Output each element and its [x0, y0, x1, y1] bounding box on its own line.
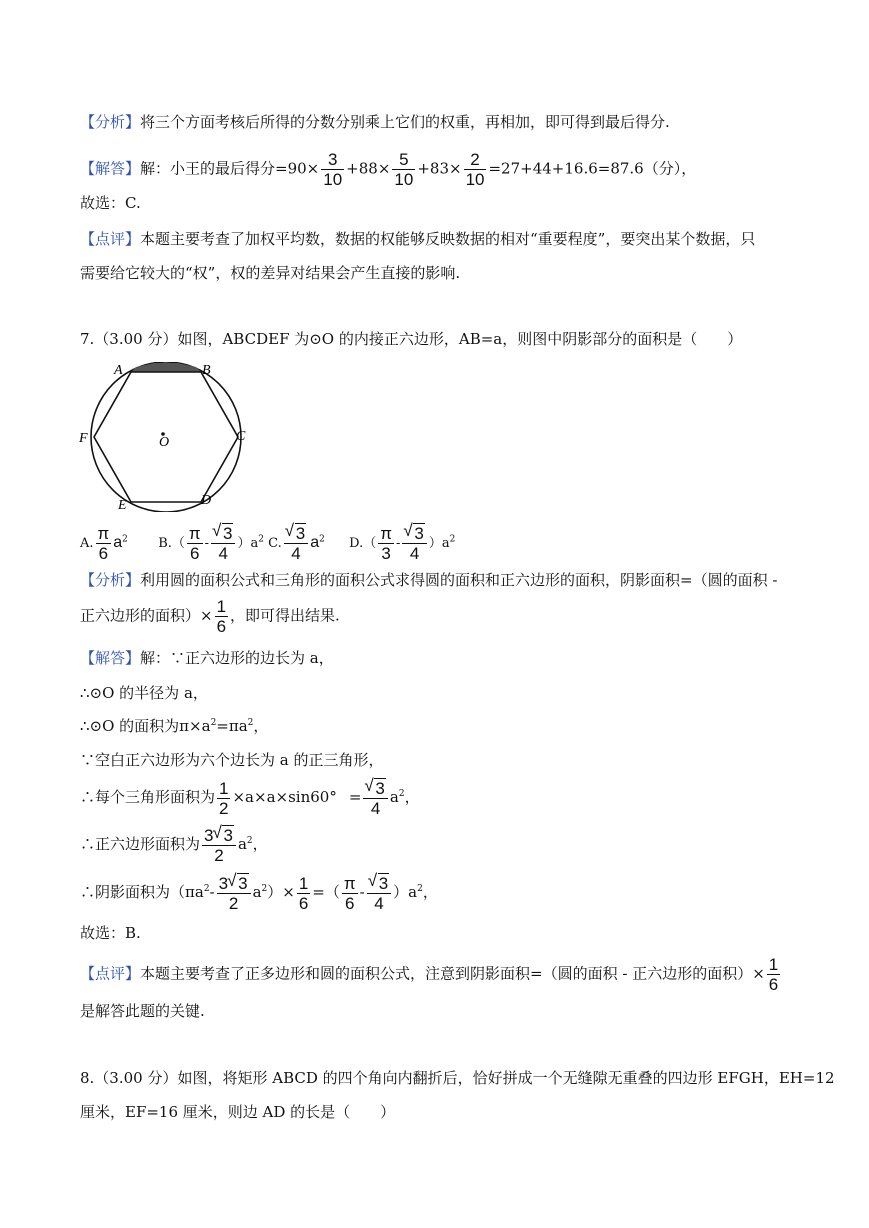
label-A: A: [114, 363, 123, 378]
q7-options: [80, 523, 455, 563]
q6-solution: 【解答】解：小王的最后得分=90× $\frac{3}{10}$ +88× $\frac{5}{10}$ +83× $\frac{2}{10}$ =27+44+16.6=87.6（分），: [80, 150, 697, 189]
q7-solution-1: 【解答】解：∵正六边形的边长为 a，: [80, 649, 334, 667]
q6-comment: 【点评】本题主要考查了加权平均数，数据的权能够反映数据的相对“重要程度”，要突出某个数据，只: [80, 230, 756, 248]
q7-solution-6: ∴正六边形面积为 $\frac{3√ 3}{2}$ $a^2$，: [80, 825, 268, 865]
option-a[interactable]: A. $\frac{\pi}{6}$ $a^2$: [80, 523, 128, 563]
label-O: O: [159, 435, 170, 450]
q8-stem: 8.（3.00 分）如图，将矩形 ABCD 的四个角向内翻折后，恰好拼成一个无缝隙无重叠的四边形 EFGH，EH=12: [80, 1069, 835, 1087]
q7-solution-4: ∵空白正六边形为六个边长为 a 的正三角形，: [80, 751, 384, 769]
q7-stem: 7.（3.00 分）如图，ABCDEF 为⊙O 的内接正六边形，AB=a，则图中阴影部分的面积是（ ）: [80, 330, 743, 348]
label-B: B: [202, 363, 211, 378]
q7-solution-5: ∴每个三角形面积为 $\frac{1}{2}$ ×a×a×sin60° = √ $\frac{3}{4}$ $a^2$，: [80, 778, 420, 818]
fraction: $\frac{2}{10}$: [465, 150, 485, 189]
hexagon-figure: [78, 362, 258, 512]
shaded-segment: [131, 363, 201, 372]
q7-solution-3: ∴⊙O 的面积为$\pi\times a^2=\pi a^2$，: [80, 717, 269, 735]
q7-analysis: 【分析】利用圆的面积公式和三角形的面积公式求得圆的面积和正六边形的面积，阴影面积=（圆的面积 -: [80, 571, 778, 589]
q7-comment-cont: 是解答此题的关键.: [80, 1002, 205, 1020]
option-d[interactable]: D.（ $\frac{\pi}{3}$ - √ $\frac{3}{4}$ ）$a^2$: [349, 536, 455, 551]
label-C: C: [236, 429, 246, 444]
q6-analysis: 【分析】将三个方面考核后所得的分数分别乘上它们的权重，再相加，即可得到最后得分.: [80, 113, 670, 131]
option-c[interactable]: C. √ $\frac{3}{4}$ $a^2$: [268, 536, 325, 551]
q8-stem-cont: 厘米，EF=16 厘米，则边 AD 的长是（ ）: [80, 1103, 396, 1121]
q6-answer: 故选：C.: [80, 194, 141, 212]
q7-solution-2: ∴⊙O 的半径为 a，: [80, 684, 208, 702]
label-D: D: [201, 493, 212, 508]
q7-answer: 故选：B.: [80, 924, 141, 942]
analysis-tag: 【分析】: [80, 113, 141, 131]
q7-analysis-cont: 正六边形的面积）× $\frac{1}{6}$ ，即可得出结果.: [80, 597, 340, 636]
label-F: F: [79, 431, 88, 446]
q6-comment-cont: 需要给它较大的“权”，权的差异对结果会产生直接的影响.: [80, 264, 461, 282]
q7-comment: 【点评】本题主要考查了正多边形和圆的面积公式，注意到阴影面积=（圆的面积 - 正六边形的面积）× $\frac{1}{6}$: [80, 955, 779, 994]
fraction: $\frac{5}{10}$: [394, 150, 414, 189]
solution-tag: 【解答】: [80, 159, 141, 178]
comment-tag: 【点评】: [80, 230, 141, 248]
label-E: E: [118, 498, 127, 512]
option-b[interactable]: B.（ $\frac{\pi}{6}$ - √ $\frac{3}{4}$ ）$a^2$: [158, 536, 264, 551]
q7-solution-7: ∴阴影面积为（$\pi a^2-$ $\frac{3√ 3}{2}$ $a^2)\times$ $\frac{1}{6}$ =（ $\frac{\pi}{6}$ - √ $\frac{3}{4}$ ）$a^2$，: [80, 873, 438, 913]
fraction: $\frac{3}{10}$: [323, 150, 343, 189]
